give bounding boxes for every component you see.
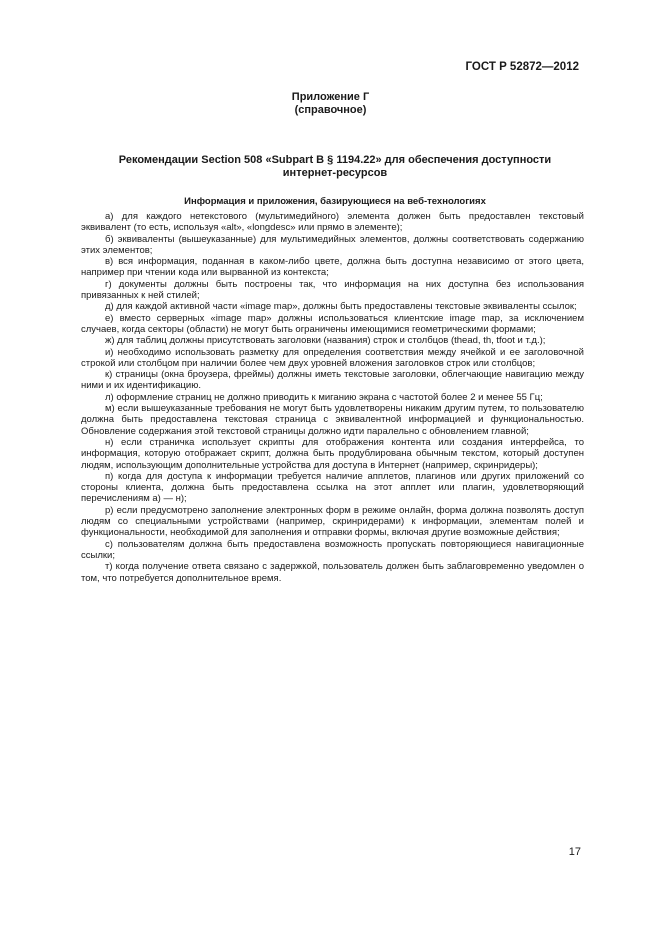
paragraph-r: р) если предусмотрено заполнение электронных форм в режиме онлайн, форма должна позволять доступ людям со специальными устройствами (например, скринридерами) к информации, элементам полей и функциональности, необходимой для заполнения и отправки формы, включая другие возможные действия; bbox=[81, 504, 584, 539]
paragraph-k: к) страницы (окна броузера, фреймы) должны иметь текстовые заголовки, облегчающие навигацию между ними и их идентификацию. bbox=[81, 369, 584, 392]
paragraph-i: и) необходимо использовать разметку для определения соответствия между ячейкой и ее заголовочной строкой или столбцом при наличии более чем двух уровней вложения заголовков строк или столбцов; bbox=[81, 346, 584, 369]
paragraph-a: а) для каждого нетекстового (мультимедийного) элемента должен быть предоставлен текстовый эквивалент (то есть, используя «alt», «longdesc» или прямо в элементе); bbox=[81, 211, 584, 234]
document-title-line-2: интернет-ресурсов bbox=[282, 167, 388, 179]
paragraph-d: д) для каждой активной части «image map», должны быть предоставлены текстовые эквиваленты ссылок; bbox=[105, 301, 577, 313]
paragraph-p: п) когда для доступа к информации требуется наличие апплетов, плагинов или других приложений со стороны клиента, должна быть предоставлена ссылка на этот апплет или плагин, удовлетворяющий перечислениям а) — н); bbox=[81, 470, 584, 505]
document-title bbox=[80, 154, 590, 180]
paragraph-b: б) эквиваленты (вышеуказанные) для мультимедийных элементов, должны соответствовать содержанию этих элементов; bbox=[81, 233, 584, 256]
paragraph-m: м) если вышеуказанные требования не могут быть удовлетворены никаким другим путем, то пользователю должна быть предоставлена текстовая страница с эквивалентной информацией и функциональностью. Обновление содержания этой текстовой страницы должно идти паралельно с обновлением главной; bbox=[81, 403, 584, 437]
requirements-list bbox=[81, 211, 584, 584]
annex-title: Приложение Г bbox=[291, 91, 370, 103]
paragraph-g: г) документы должны быть построены так, что информация на них доступна без использования привязанных к ней стилей; bbox=[81, 278, 584, 302]
paragraph-n: н) если страничка использует скрипты для отображения контента или создания интерфейса, то информация, которую отображает скрипт, должна быть продублирована обычным текстом, который доступен людям, использующим дополнительные устройства для доступа в Интернет (например, скринридеры); bbox=[81, 436, 584, 471]
paragraph-l: л) оформление страниц не должно приводить к миганию экрана с частотой более 2 и менее 55 Гц; bbox=[105, 391, 543, 403]
paragraph-s: с) пользователям должна быть предоставлена возможность пропускать повторяющиеся навигационные ссылки; bbox=[81, 538, 584, 561]
document-title-line-1: Рекомендации Section 508 «Subpart B § 1194.22» для обеспечения доступности bbox=[118, 154, 552, 166]
page-number: 17 bbox=[568, 846, 581, 858]
document-code: ГОСТ Р 52872—2012 bbox=[465, 61, 579, 73]
annex-heading bbox=[0, 91, 661, 117]
section-heading: Информация и приложения, базирующиеся на веб-технологиях bbox=[184, 196, 486, 207]
annex-subtitle: (справочное) bbox=[294, 104, 367, 116]
paragraph-zh: ж) для таблиц должны присутствовать заголовки (названия) строк и столбцов (thead, th, tfoot и т.д.); bbox=[105, 335, 546, 347]
paragraph-e: е) вместо серверных «image map» должны использоваться клиентские image map, за исключением случаев, когда секторы (области) не могут быть ограничены имеющимися геометрическими формами; bbox=[81, 312, 584, 335]
paragraph-v: в) вся информация, поданная в каком-либо цвете, должна быть доступна независимо от этого цвета, например при чтении кода или вырванной из контекста; bbox=[81, 256, 584, 279]
paragraph-t: т) когда получение ответа связано с задержкой, пользователь должен быть заблаговременно уведомлен о том, что потребуется дополнительное время. bbox=[81, 561, 584, 584]
